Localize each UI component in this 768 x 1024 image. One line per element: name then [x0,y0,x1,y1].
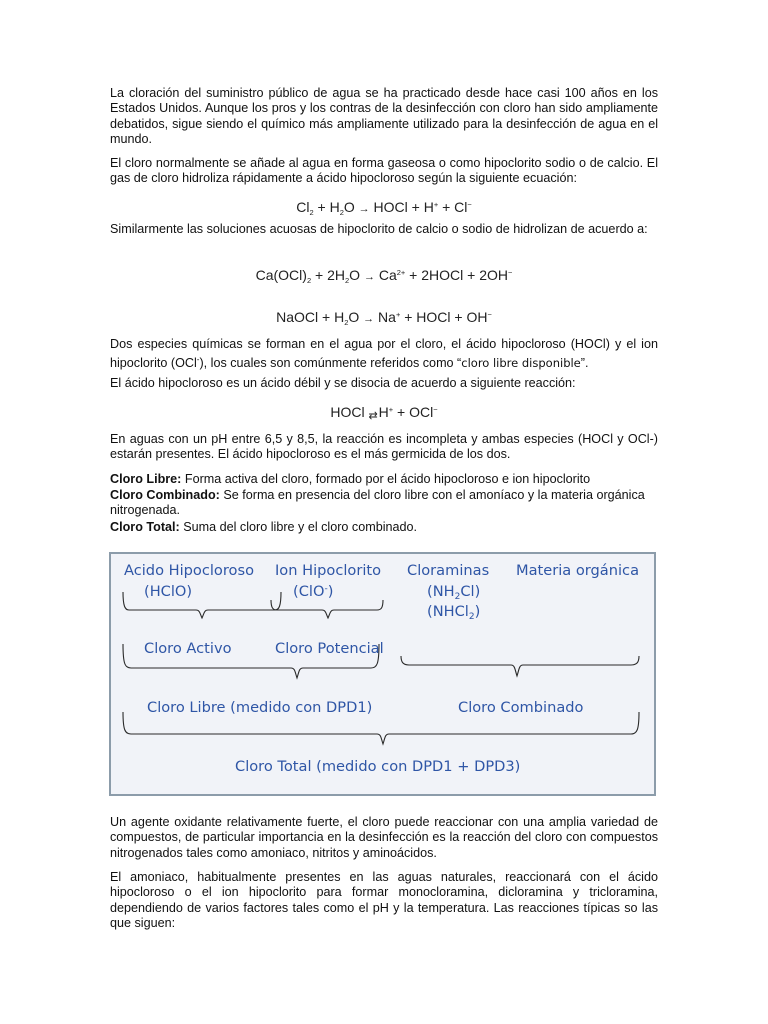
label-cloro-potencial: Cloro Potencial [275,640,384,657]
equilibrium-arrow-icon: ⇄ [368,410,375,422]
brace-cloro-combinado [401,656,639,676]
label-nhcl2: (NHCl$_2$) [427,603,481,622]
reaction-arrow-icon: → [363,271,375,283]
paragraph-weak-acid: El ácido hipocloroso es un ácido débil y se disocia de acuerdo a siguiente reacción: [110,376,576,390]
label-materia-organica: Materia orgánica [516,562,640,579]
brace-cloro-total [123,712,639,744]
paragraph-solutions: Similarmente las soluciones acuosas de hipoclorito de calcio o sodio de hidrolizan de acuerdo a: [110,222,648,236]
definition-cloro-libre: Cloro Libre: Forma activa del cloro, formado por el ácido hipocloroso e ion hipoclorito [110,472,591,486]
paragraph-intro: La cloración del suministro público de agua se ha practicado desde hace casi 100 años en los Estados Unidos. Aunque los pros y los contras de la desinfección con cloro han sido ampliamente debatidos, sigue siendo el químico más ampliamente utilizado para la desinfección de agua en el mundo. [110,86,658,146]
definition-cloro-total: Cloro Total: Suma del cloro libre y el cloro combinado. [110,520,418,534]
label-hclo: (HClO) [144,583,193,600]
paragraph-ph-range: En aguas con un pH entre 6,5 y 8,5, la reacción es incompleta y ambas especies (HOCl y OCl-) estarán presentes. El ácido hipocloroso es el más germicida de los dos. [110,432,658,462]
chlorine-species-diagram [109,552,656,796]
equation-dissociation: HOCl ⇄ H+ + OCl− [330,404,438,422]
label-cloro-activo: Cloro Activo [144,640,232,657]
label-acido-hipocloroso: Acido Hipocloroso [124,562,255,579]
definition-cloro-combinado: Cloro Combinado: Se forma en presencia del cloro libre con el amoníaco y la materia orgánica nitrogenada. [110,488,645,518]
brace-ion [271,600,383,618]
label-nh2cl: $(NH_2Cl)$ [427,583,481,602]
paragraph-oxidizing-agent: Un agente oxidante relativamente fuerte, el cloro puede reaccionar con una amplia variedad de compuestos, de particular importancia en la desinfección es la reacción del cloro con compuestos nitrogenados tales como amoniaco, nitritos y aminoácidos. [110,815,658,860]
equation-chlorine-hydrolysis: $Cl_2 + H_2O$ → HOCl + H+ + Cl− [296,199,472,217]
equation-sodium-hypochlorite: NaOCl + $H_2O \to Na^+$ + HOCl + OH− [276,309,492,327]
paragraph-ammonia: El amoniaco, habitualmente presentes en las aguas naturales, reaccionará con el ácido hipocloroso o el ion hipoclorito para formar monocloramina, dicloramina y tricloramina, dependiendo de varios factores tales como el pH y la temperatura. Las reacciones típicas so las que siguen: [110,870,658,930]
label-cloro-libre-dpd1: Cloro Libre (medido con DPD1) [147,699,373,716]
label-cloraminas: Cloraminas [407,562,490,579]
paragraph-chlorine-addition: El cloro normalmente se añade al agua en forma gaseosa o como hipoclorito sodio o de calcio. El gas de cloro hidroliza rápidamente a ácido hipocloroso según la siguiente ecuación: [110,156,658,186]
label-clo: (ClO-) [293,583,334,600]
equation-calcium-hypochlorite: $Ca(OCl)_2 + 2H_2O \to Ca^{2+}$ + 2HOCl + 2OH− [255,267,513,285]
label-ion-hipoclorito: Ion Hipoclorito [275,562,382,579]
paragraph-chemical-species: Dos especies químicas se forman en el agua por el cloro, el ácido hipocloroso (HOCl) y el ion hipoclorito (OCl-), los cuales son comúnmente referidos como “cloro libre disponible”. [110,337,658,371]
reaction-arrow-icon: → [358,203,370,215]
label-cloro-total: Cloro Total (medido con DPD1 + DPD3) [235,758,521,775]
label-cloro-combinado: Cloro Combinado [458,699,584,716]
reaction-arrow-icon: → [363,313,375,325]
